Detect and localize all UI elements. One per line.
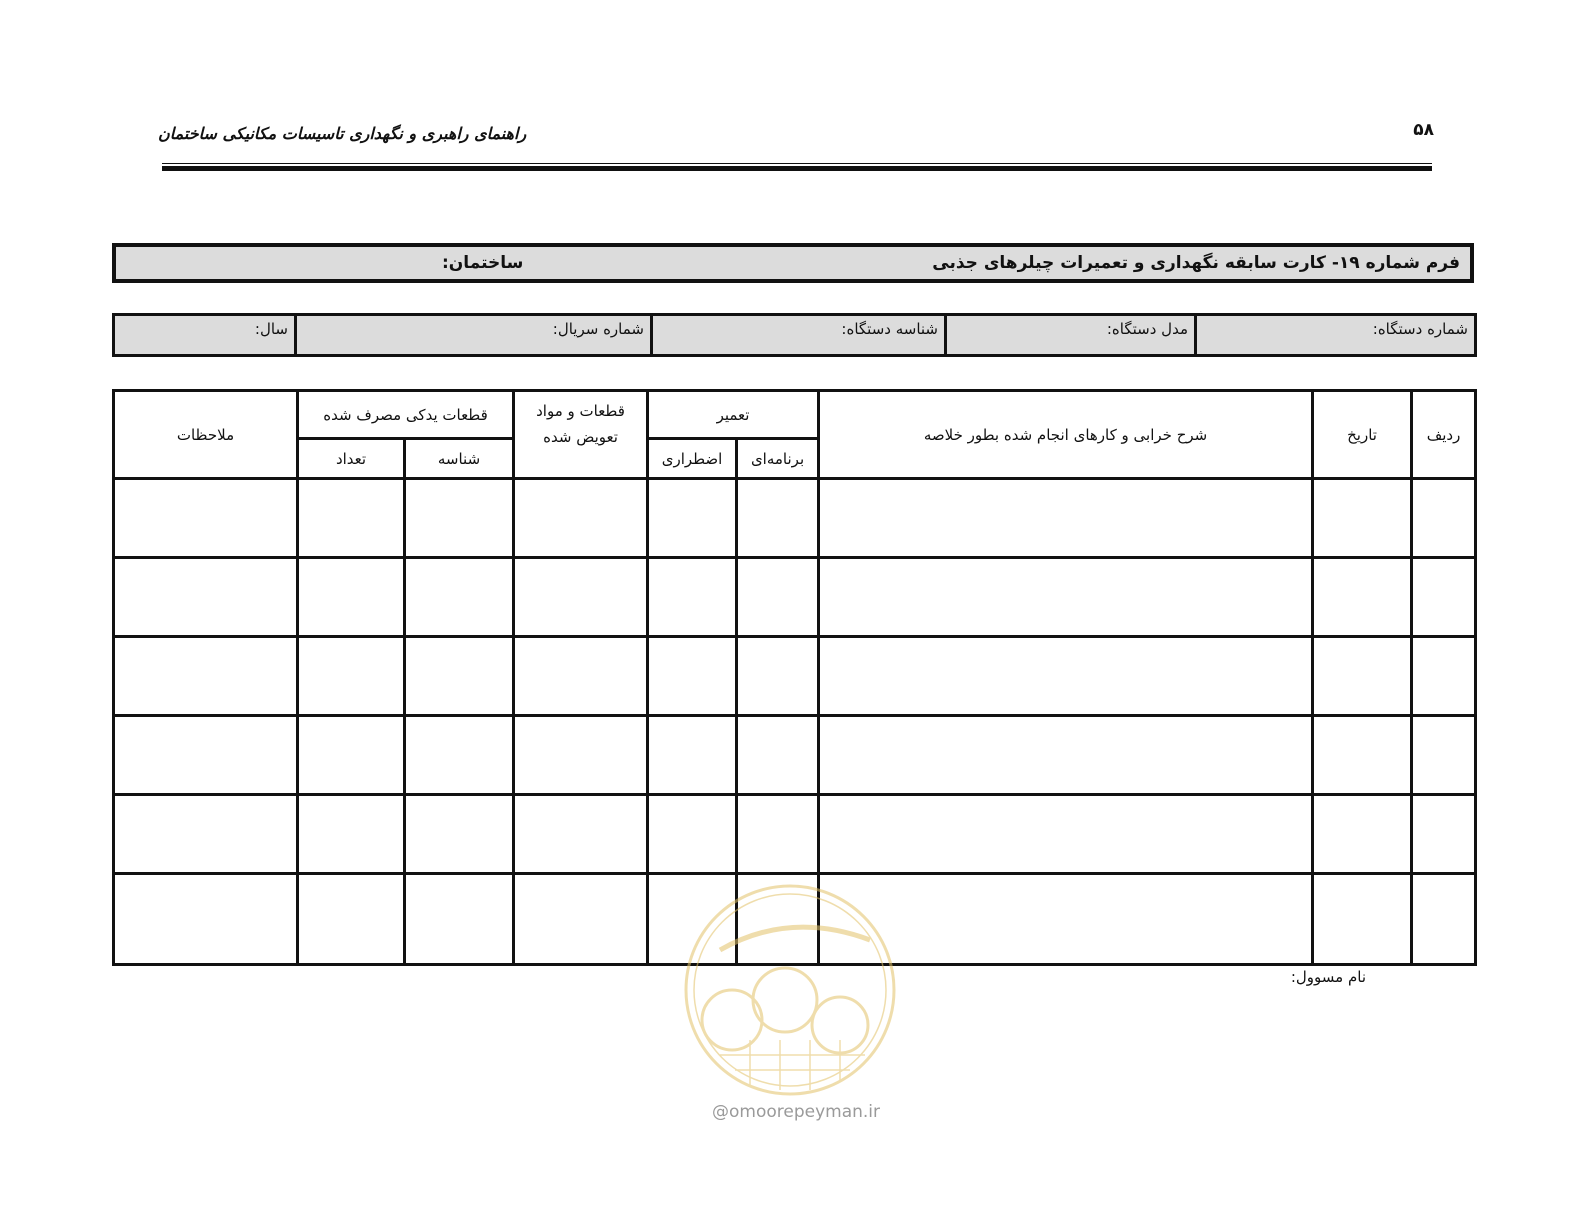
year-field[interactable]: سال:	[114, 315, 296, 356]
table-row	[114, 716, 1476, 795]
device-number-field[interactable]: شماره دستگاه:	[1196, 315, 1476, 356]
table-cell[interactable]	[1412, 716, 1476, 795]
table-cell[interactable]	[737, 795, 819, 874]
table-cell[interactable]	[819, 795, 1313, 874]
table-cell[interactable]	[648, 637, 737, 716]
serial-number-field[interactable]: شماره سریال:	[296, 315, 652, 356]
table-cell[interactable]	[819, 558, 1313, 637]
table-cell[interactable]	[1313, 874, 1412, 965]
table-cell[interactable]	[298, 479, 405, 558]
table-cell[interactable]	[1313, 558, 1412, 637]
table-cell[interactable]	[514, 637, 648, 716]
table-cell[interactable]	[514, 874, 648, 965]
table-cell[interactable]	[1313, 637, 1412, 716]
table-cell[interactable]	[1412, 795, 1476, 874]
building-label: ساختمان:	[442, 253, 524, 273]
header-repair-emergency: اضطراری	[648, 439, 737, 479]
table-cell[interactable]	[405, 558, 514, 637]
form-title: فرم شماره ۱۹- کارت سابقه نگهداری و تعمیرات چیلرهای جذبی	[932, 253, 1460, 273]
table-cell[interactable]	[405, 479, 514, 558]
table-row	[114, 479, 1476, 558]
table-cell[interactable]	[114, 874, 298, 965]
device-id-field[interactable]: شناسه دستگاه:	[652, 315, 946, 356]
header-description: شرح خرابی و کارهای انجام شده بطور خلاصه	[819, 391, 1313, 479]
header-repair-planned: برنامه‌ای	[737, 439, 819, 479]
table-cell[interactable]	[298, 716, 405, 795]
header-remarks: ملاحظات	[114, 391, 298, 479]
table-cell[interactable]	[405, 716, 514, 795]
table-cell[interactable]	[514, 479, 648, 558]
table-cell[interactable]	[514, 795, 648, 874]
table-cell[interactable]	[819, 479, 1313, 558]
table-cell[interactable]	[298, 795, 405, 874]
table-cell[interactable]	[737, 637, 819, 716]
table-cell[interactable]	[114, 795, 298, 874]
responsible-name-label: نام مسوول:	[1290, 968, 1366, 986]
header-rule-thin	[162, 163, 1432, 164]
table-cell[interactable]	[819, 637, 1313, 716]
table-cell[interactable]	[1412, 637, 1476, 716]
header-spare-parts-count: تعداد	[298, 439, 405, 479]
table-cell[interactable]	[737, 479, 819, 558]
table-cell[interactable]	[114, 558, 298, 637]
header-spare-parts: قطعات یدکی مصرف شده	[298, 391, 514, 439]
header-rule-thick	[162, 166, 1432, 171]
table-cell[interactable]	[737, 558, 819, 637]
header-repair: تعمیر	[648, 391, 819, 439]
form-title-box	[112, 243, 1474, 283]
table-cell[interactable]	[1313, 716, 1412, 795]
watermark-url: @omoorepeyman.ir	[711, 1102, 881, 1122]
table-cell[interactable]	[298, 637, 405, 716]
device-info-table	[112, 313, 1477, 357]
table-cell[interactable]	[648, 479, 737, 558]
table-row	[114, 558, 1476, 637]
table-cell[interactable]	[648, 558, 737, 637]
table-cell[interactable]	[1412, 558, 1476, 637]
table-cell[interactable]	[1412, 479, 1476, 558]
table-cell[interactable]	[514, 558, 648, 637]
page-number: ۵۸	[1413, 120, 1434, 140]
table-cell[interactable]	[114, 716, 298, 795]
table-row	[114, 637, 1476, 716]
table-row	[114, 795, 1476, 874]
table-cell[interactable]	[114, 637, 298, 716]
header-replaced-parts-line1: قطعات و مواد	[536, 402, 625, 420]
table-cell[interactable]	[1313, 479, 1412, 558]
header-date: تاریخ	[1313, 391, 1412, 479]
table-cell[interactable]	[648, 716, 737, 795]
table-cell[interactable]	[737, 716, 819, 795]
header-spare-parts-id: شناسه	[405, 439, 514, 479]
table-cell[interactable]	[514, 716, 648, 795]
running-header-title: راهنمای راهبری و نگهداری تاسیسات مکانیکی ساختمان	[158, 124, 527, 143]
table-cell[interactable]	[819, 716, 1313, 795]
table-cell[interactable]	[1313, 795, 1412, 874]
device-model-field[interactable]: مدل دستگاه:	[946, 315, 1196, 356]
table-cell[interactable]	[405, 795, 514, 874]
table-cell[interactable]	[648, 795, 737, 874]
watermark-logo-icon	[680, 880, 920, 1100]
table-cell[interactable]	[405, 637, 514, 716]
table-cell[interactable]	[298, 874, 405, 965]
header-row-number: ردیف	[1412, 391, 1476, 479]
header-replaced-parts-line2: تعویض شده	[543, 428, 618, 446]
table-cell[interactable]	[114, 479, 298, 558]
table-cell[interactable]	[405, 874, 514, 965]
table-cell[interactable]	[1412, 874, 1476, 965]
header-replaced-parts	[514, 391, 648, 479]
table-cell[interactable]	[298, 558, 405, 637]
